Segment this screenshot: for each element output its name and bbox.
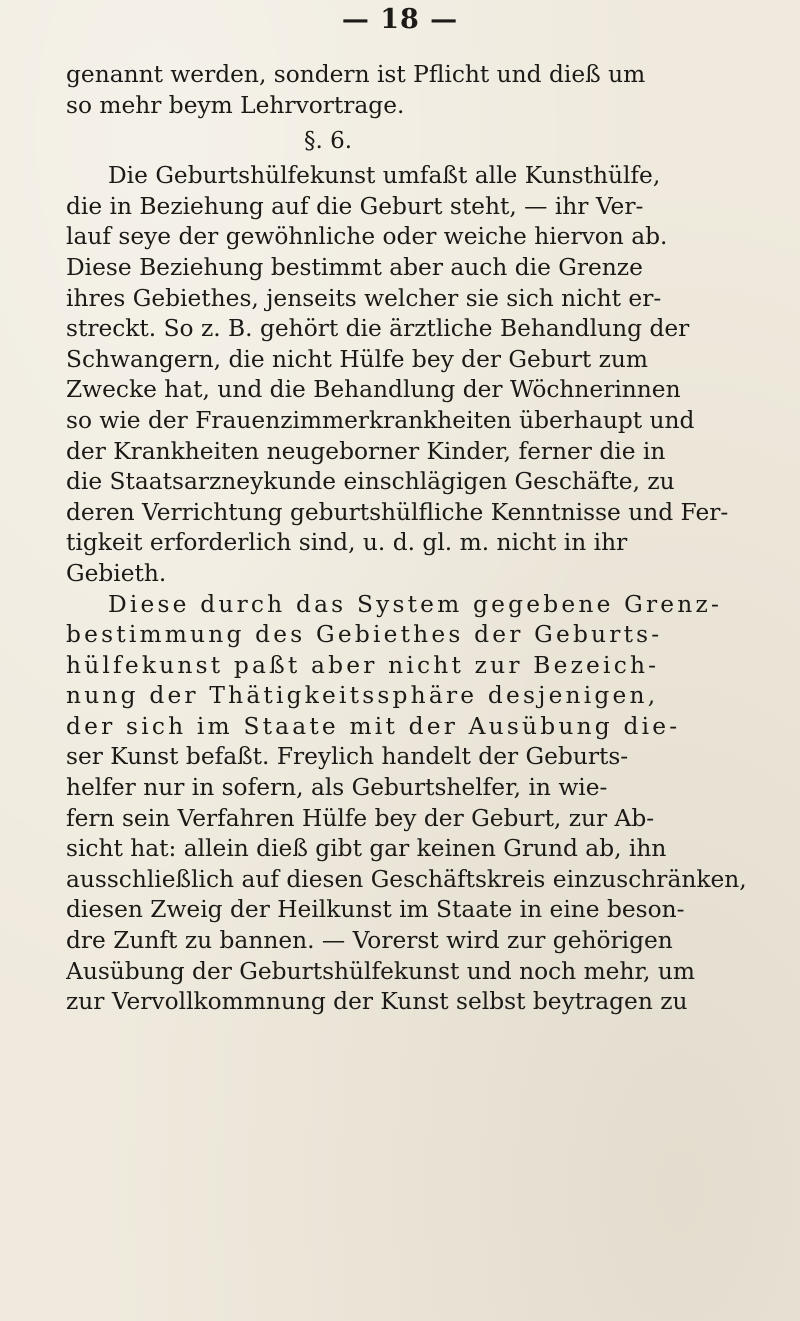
text-line: ihres Gebiethes, jenseits welcher sie sich nicht er- [66,284,662,312]
emphasized-line: hülfekunst paßt aber nicht zur Bezeich- [66,651,660,679]
text-line: lauf seye der gewöhnliche oder weiche hiervon ab. [66,223,668,251]
text-line: der Krankheiten neugeborner Kinder, ferner die in [66,437,666,465]
text-line: diesen Zweig der Heilkunst im Staate in eine beson- [66,896,685,924]
text-line: ausschließlich auf diesen Geschäftskreis einzuschränken, [66,865,747,893]
text-line: ser Kunst befaßt. Freylich handelt der Geburts- [66,743,629,771]
text-line: die in Beziehung auf die Geburt steht, — ihr Ver- [66,192,644,220]
text-line: Zwecke hat, und die Behandlung der Wöchnerinnen [66,376,681,404]
emphasized-line: nung der Thätigkeitssphäre desjenigen, [66,682,659,710]
text-line: tigkeit erforderlich sind, u. d. gl. m. nicht in ihr [66,529,628,557]
section-heading: §. 6. [304,128,353,155]
text-line: zur Vervollkommnung der Kunst selbst beytragen zu [66,988,688,1016]
text-line: fern sein Verfahren Hülfe bey der Geburt, zur Ab- [66,804,655,832]
text-line: Gebieth. [66,559,167,587]
text-line: genannt werden, sondern ist Pflicht und dieß um [66,61,646,88]
text-line: dre Zunft zu bannen. — Vorerst wird zur gehörigen [66,927,673,955]
text-line: deren Verrichtung geburtshülfliche Kenntnisse und Fer- [66,498,729,526]
body-text [66,60,776,1018]
text-line: so wie der Frauenzimmerkrankheiten überhaupt und [66,406,695,434]
text-line: helfer nur in sofern, als Geburtshelfer, in wie- [66,774,608,802]
text-line: so mehr beym Lehrvortrage. [66,91,405,119]
emphasized-line: Diese durch das System gegebene Grenz- [108,590,723,618]
text-line: Die Geburtshülfekunst umfaßt alle Kunsthülfe, [108,162,661,190]
text-line: Diese Beziehung bestimmt aber auch die Grenze [66,253,643,281]
page-number: — 18 — [341,4,459,35]
text-line: die Staatsarzneykunde einschlägigen Geschäfte, zu [66,468,675,496]
text-line: Ausübung der Geburtshülfekunst und noch mehr, um [66,957,695,985]
text-line: streckt. So z. B. gehört die ärztliche Behandlung der [66,315,690,343]
text-line: Schwangern, die nicht Hülfe bey der Geburt zum [66,345,649,373]
text-line: sicht hat: allein dieß gibt gar keinen Grund ab, ihn [66,835,667,863]
emphasized-line: bestimmung des Gebiethes der Geburts- [66,621,663,649]
emphasized-line: der sich im Staate mit der Ausübung die- [66,712,681,740]
